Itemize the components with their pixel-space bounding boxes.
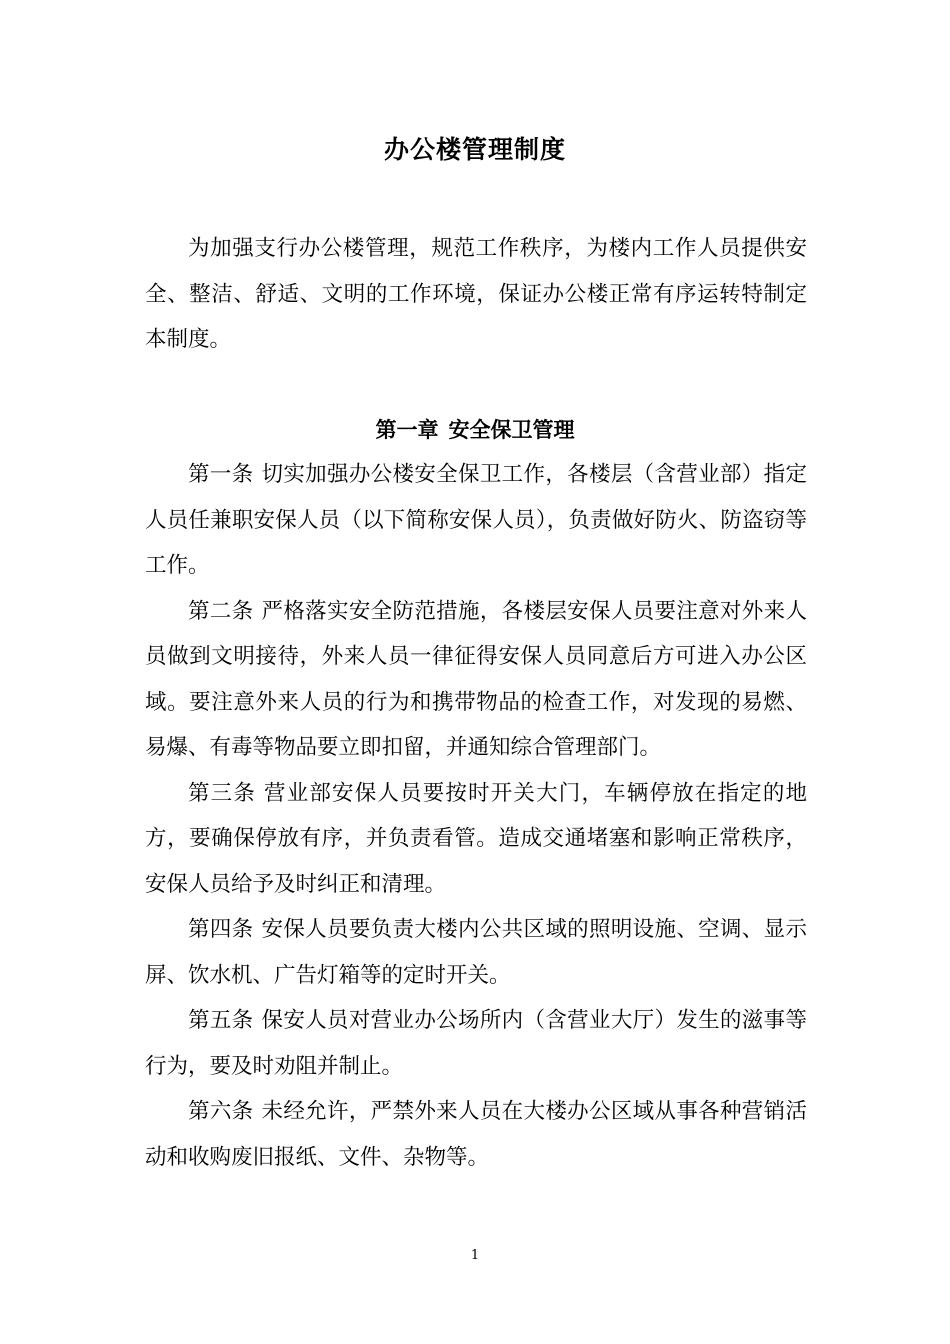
article-text: 切实加强办公楼安全保卫工作，各楼层（含营业部）指定人员任兼职安保人员（以下简称安保人员），负责做好防火、防盗窃等工作。 — [145, 462, 807, 578]
article-text: 未经允许，严禁外来人员在大楼办公区域从事各种营销活动和收购废旧报纸、文件、杂物等。 — [145, 1099, 807, 1170]
article-label: 第二条 — [188, 598, 254, 624]
chapter-name: 安全保卫管理 — [448, 418, 575, 442]
article-paragraph — [145, 771, 807, 908]
article-paragraph — [145, 589, 807, 771]
article-paragraph — [145, 452, 807, 589]
page-number: 1 — [470, 1248, 480, 1263]
document-title: 办公楼管理制度 — [383, 135, 566, 164]
intro-paragraph: 为加强支行办公楼管理，规范工作秩序，为楼内工作人员提供安全、整洁、舒适、文明的工作环境，保证办公楼正常有序运转特制定本制度。 — [145, 236, 807, 352]
article-label: 第四条 — [188, 917, 254, 942]
article-text: 安保人员要负责大楼内公共区域的照明设施、空调、显示屏、饮水机、广告灯箱等的定时开关。 — [145, 917, 807, 988]
article-text: 严格落实安全防范措施，各楼层安保人员要注意对外来人员做到文明接待，外来人员一律征得安保人员同意后方可进入办公区域。要注意外来人员的行为和携带物品的检查工作，对发现的易燃、易爆、有毒等物品要立即扣留，并通知综合管理部门。 — [145, 598, 807, 760]
article-label: 第一条 — [188, 462, 254, 487]
article-label: 第五条 — [188, 1008, 254, 1033]
article-paragraph — [145, 907, 807, 998]
chapter-number: 第一章 — [375, 418, 439, 442]
articles-section — [145, 452, 807, 1180]
chapter-heading — [0, 412, 950, 448]
article-label: 第三条 — [188, 780, 257, 806]
article-paragraph — [145, 1089, 807, 1180]
article-label: 第六条 — [188, 1099, 254, 1124]
article-paragraph — [145, 998, 807, 1089]
intro-section — [145, 226, 807, 363]
article-text: 保安人员对营业办公场所内（含营业大厅）发生的滋事等行为，要及时劝阻并制止。 — [145, 1008, 807, 1079]
article-text: 营业部安保人员要按时开关大门，车辆停放在指定的地方，要确保停放有序，并负责看管。造成交通堵塞和影响正常秩序，安保人员给予及时纠正和清理。 — [145, 780, 807, 897]
